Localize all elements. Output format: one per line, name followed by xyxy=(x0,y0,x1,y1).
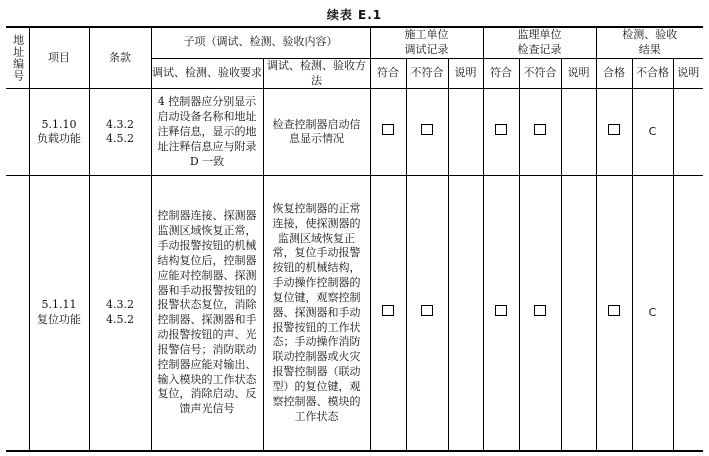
supervision-nonconform-checkbox[interactable] xyxy=(519,176,561,451)
construction-note-header: 说明 xyxy=(448,58,483,89)
supervision-conform-header: 符合 xyxy=(483,58,519,89)
inspection-note-cell xyxy=(673,89,703,176)
address-code-header: 地址编号 xyxy=(6,27,29,89)
supervision-conform-checkbox[interactable] xyxy=(483,89,519,176)
subitem-header: 子项（调试、检测、验收内容） xyxy=(151,27,370,58)
header-row-1 xyxy=(6,27,703,58)
qualified-checkbox[interactable] xyxy=(596,176,632,451)
supervision-note-cell xyxy=(561,176,596,451)
construction-nonconform-checkbox[interactable] xyxy=(406,89,448,176)
table-title: 续表 E.1 xyxy=(326,8,383,22)
item-cell: 5.1.10 负载功能 xyxy=(29,89,89,176)
qualified-header: 合格 xyxy=(596,58,632,89)
supervision-nonconform-header: 不符合 xyxy=(519,58,561,89)
clause-header: 条款 xyxy=(89,27,151,89)
clause-cell: 4.3.2 4.5.2 xyxy=(89,89,151,176)
address-code-cell xyxy=(6,176,29,451)
supervision-note-cell xyxy=(561,89,596,176)
supervision-nonconform-checkbox[interactable] xyxy=(519,89,561,176)
method-cell: 恢复控制器的正常连接，使探测器的监测区域恢复正常，复位手动报警按钮的机械结构，手动操作控制器的复位键，观察控制器、探测器和手动报警按钮的工作状态；手动操作消防联动控制器或火灾报警控制器（联动型）的复位键，观察控制器、模块的工作状态 xyxy=(263,176,370,451)
construction-conform-checkbox[interactable] xyxy=(370,89,406,176)
requirement-header: 调试、检测、验收要求 xyxy=(151,58,263,89)
table-row xyxy=(6,89,703,176)
table-row xyxy=(6,176,703,451)
inspection-note-header: 说明 xyxy=(673,58,703,89)
unqualified-mark: C xyxy=(632,176,673,451)
acceptance-record-table xyxy=(6,26,703,452)
construction-conform-checkbox[interactable] xyxy=(370,176,406,451)
requirement-cell: 控制器连接、探测器监测区域恢复正常，手动报警按钮的机械结构复位后，控制器应能对控制器、探测器和手动报警按钮的报警状态复位，消除控制器、探测器和手动报警按钮的声、光报警信号；消防联动控制器应能对输出、输入模块的工作状态复位，消除启动、反馈声光信号 xyxy=(151,176,263,451)
item-cell: 5.1.11 复位功能 xyxy=(29,176,89,451)
method-cell: 检查控制器启动信息显示情况 xyxy=(263,89,370,176)
supervision-unit-header: 监理单位 检查记录 xyxy=(483,27,596,58)
construction-conform-header: 符合 xyxy=(370,58,406,89)
unqualified-mark: C xyxy=(632,89,673,176)
inspection-note-cell xyxy=(673,176,703,451)
construction-note-cell xyxy=(448,89,483,176)
supervision-note-header: 说明 xyxy=(561,58,596,89)
clause-cell: 4.3.2 4.5.2 xyxy=(89,176,151,451)
requirement-cell: 4 控制器应分别显示启动设备名称和地址注释信息，显示的地址注释信息应与附录 D 一致 xyxy=(151,89,263,176)
method-header: 调试、检测、验收方法 xyxy=(263,58,370,89)
address-code-cell xyxy=(6,89,29,176)
construction-nonconform-checkbox[interactable] xyxy=(406,176,448,451)
item-header: 项目 xyxy=(29,27,89,89)
construction-unit-header: 施工单位 调试记录 xyxy=(370,27,483,58)
supervision-conform-checkbox[interactable] xyxy=(483,176,519,451)
inspection-result-header: 检测、验收 结果 xyxy=(596,27,703,58)
construction-nonconform-header: 不符合 xyxy=(406,58,448,89)
qualified-checkbox[interactable] xyxy=(596,89,632,176)
construction-note-cell xyxy=(448,176,483,451)
unqualified-header: 不合格 xyxy=(632,58,673,89)
